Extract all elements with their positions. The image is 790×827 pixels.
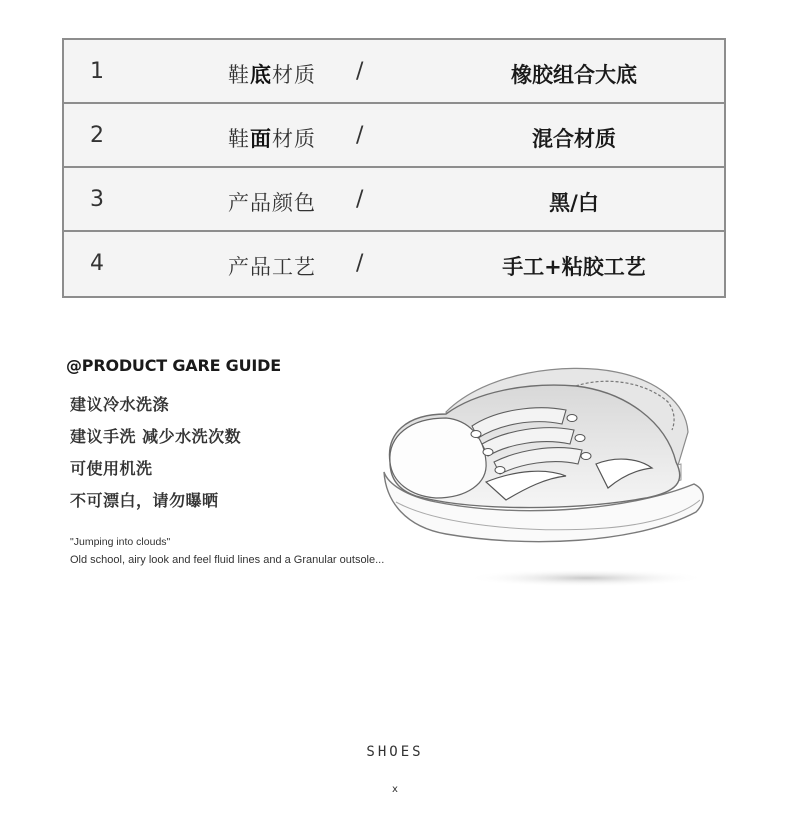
sneaker-illustration — [376, 352, 716, 592]
spec-row-upper-material — [64, 104, 724, 168]
care-instruction: 可使用机洗 — [70, 459, 153, 478]
row-label: 产品工艺 — [228, 255, 316, 279]
row-value: 混合材质 — [532, 127, 616, 151]
row-separator: / — [356, 187, 364, 212]
care-instruction: 建议手洗 减少水洗次数 — [70, 427, 242, 446]
row-number: 4 — [90, 251, 104, 276]
spec-row-sole-material — [64, 40, 724, 104]
row-value: 手工+粘胶工艺 — [502, 255, 646, 279]
spec-row-color — [64, 168, 724, 232]
row-separator: / — [356, 123, 364, 148]
row-number: 3 — [90, 187, 104, 212]
row-value: 黑/白 — [549, 191, 599, 215]
row-number: 2 — [90, 123, 104, 148]
footer-shoes-label: SHOES — [366, 744, 424, 760]
care-guide-title: @PRODUCT GARE GUIDE — [66, 356, 281, 375]
product-description: Old school, airy look and feel fluid lines and a Granular outsole... — [70, 554, 385, 566]
row-label: 产品颜色 — [228, 191, 316, 215]
spec-row-craft — [64, 232, 724, 296]
row-separator: / — [356, 251, 364, 276]
row-label: 鞋面材质 — [228, 127, 316, 151]
care-instructions-list — [70, 392, 241, 520]
footer-mark: x — [392, 784, 398, 795]
care-instruction: 不可漂白，请勿曝晒 — [70, 491, 219, 510]
row-separator: / — [356, 59, 364, 84]
row-number: 1 — [90, 59, 104, 84]
care-instruction: 建议冷水洗涤 — [70, 395, 170, 414]
spec-table — [62, 38, 726, 298]
row-label: 鞋底材质 — [228, 63, 316, 87]
tagline-quote: "Jumping into clouds" — [70, 536, 171, 548]
row-value: 橡胶组合大底 — [511, 63, 637, 87]
